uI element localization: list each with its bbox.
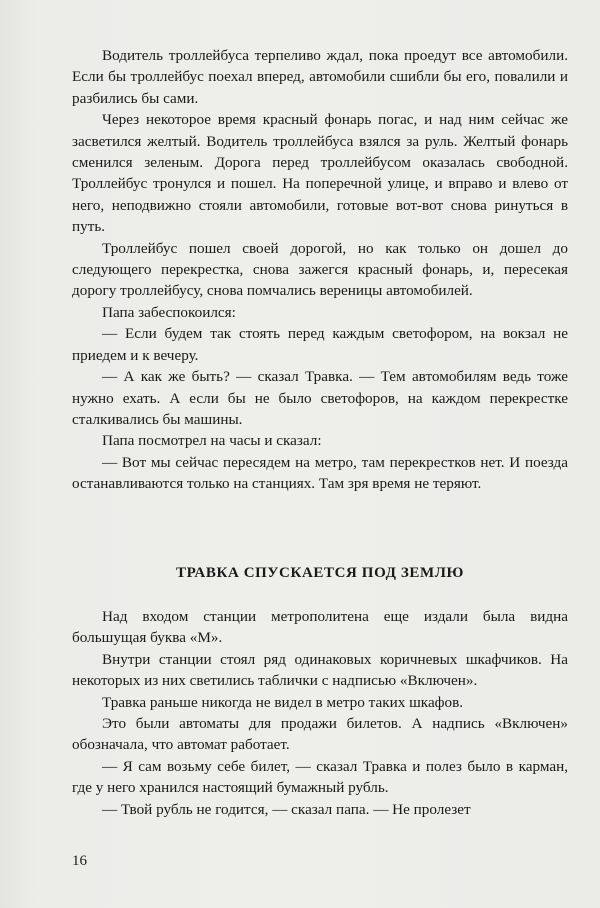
paragraph: — Твой рубль не годится, — сказал папа. — Не пролезет xyxy=(102,800,471,818)
paragraph: Внутри станции стоял ряд одинаковых коричневых шкафчиков. На некоторых из них светились таблички с надписью «Включен». xyxy=(72,650,568,690)
paragraph: — Я сам возьму себе билет, — сказал Травка и полез было в карман, где у него хранился настоящий бумажный рубль. xyxy=(72,757,568,797)
paragraph: — Вот мы сейчас пересядем на метро, там перекрестков нет. И поезда останавливаются только на станциях. Там зря время не теряют. xyxy=(72,453,568,493)
page-number: 16 xyxy=(72,853,87,869)
paragraph: Папа посмотрел на часы и сказал: xyxy=(102,432,322,450)
paragraph: Папа забеспокоился: xyxy=(102,303,236,321)
paragraph: Травка раньше никогда не видел в метро таких шкафов. xyxy=(102,693,464,711)
paragraph: — А как же быть? — сказал Травка. — Тем автомобилям ведь тоже нужно ехать. А если бы не было светофоров, на каждом перекрестке сталкивались бы машины. xyxy=(72,368,568,428)
paragraph: Через некоторое время красный фонарь погас, и над ним сейчас же засветился желтый. Водитель троллейбуса взялся за руль. Желтый фонарь сменился зеленым. Дорога перед троллейбусом оказалась свободной. Троллейбус тронулся и пошел. На поперечной улице, и вправо и влево от него, неподвижно стояли автомобили, готовые вот-вот снова ринуться в путь. xyxy=(72,111,568,236)
paragraph: — Если будем так стоять перед каждым светофором, на вокзал не приедем и к вечеру. xyxy=(72,325,568,364)
paragraph: Троллейбус пошел своей дорогой, но как только он дошел до следующего перекрестка, снова зажегся красный фонарь, и, пересекая дорогу троллейбусу, снова помчались вереницы автомобилей. xyxy=(72,239,568,300)
text-block-top xyxy=(72,45,568,495)
chapter-title: ТРАВКА СПУСКАЕТСЯ ПОД ЗЕМЛЮ xyxy=(175,565,465,581)
paragraph: Водитель троллейбуса терпеливо ждал, пока проедут все автомобили. Если бы троллейбус поехал вперед, автомобили сшибли бы его, повалили и разбились бы сами. xyxy=(72,47,568,107)
paragraph: Это были автоматы для продажи билетов. А надпись «Включен» обозначала, что автомат работает. xyxy=(72,715,568,754)
text-block-bottom xyxy=(72,606,568,820)
paragraph: Над входом станции метрополитена еще издали была видна большущая буква «М». xyxy=(72,608,568,647)
